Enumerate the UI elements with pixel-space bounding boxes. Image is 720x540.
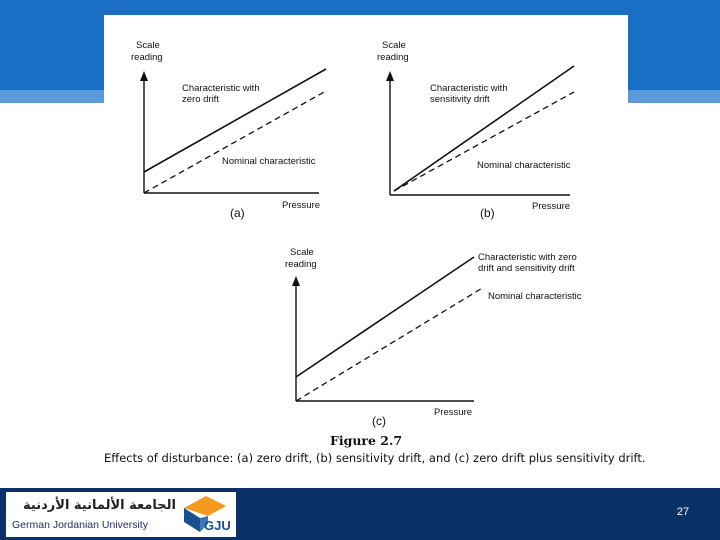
panel-b-y-label-1: Scale	[382, 40, 406, 51]
panel-c-y-arrow	[292, 276, 300, 286]
panel-b-nominal-line	[394, 92, 574, 191]
panel-c-x-label: Pressure	[434, 407, 473, 418]
panel-b-letter: (b)	[480, 206, 495, 220]
panel-b	[377, 40, 574, 220]
panel-c-letter: (c)	[372, 414, 386, 428]
figure-card	[104, 15, 646, 485]
panel-a-upper-label-1: Characteristic with	[182, 83, 260, 94]
panel-c-lower-label: Nominal characteristic	[488, 291, 582, 302]
logo-mark-text: GJU	[204, 518, 231, 533]
panel-a-letter: (a)	[230, 206, 245, 220]
figure-caption: Effects of disturbance: (a) zero drift, (b) sensitivity drift, and (c) zero drift plus sensitivity drift.	[104, 451, 646, 465]
figure-diagram	[104, 15, 646, 485]
panel-a-y-label-2: reading	[131, 52, 163, 63]
panel-c-upper-label-1: Characteristic with zero	[478, 252, 577, 263]
university-logo[interactable]	[6, 492, 236, 537]
logo-english-name: German Jordanian University	[12, 519, 148, 531]
gju-emblem-icon	[178, 494, 234, 535]
panel-a	[131, 40, 326, 220]
panel-b-upper-label-1: Characteristic with	[430, 83, 508, 94]
panel-a-upper-label-2: zero drift	[182, 94, 219, 105]
panel-a-y-arrow	[140, 71, 148, 81]
panel-c-nominal-line	[296, 287, 484, 401]
panel-c-combined-line	[296, 257, 474, 377]
panel-b-x-label: Pressure	[532, 201, 571, 212]
panel-b-upper-label-2: sensitivity drift	[430, 94, 490, 105]
panel-b-lower-label: Nominal characteristic	[477, 160, 571, 171]
panel-c-upper-label-2: drift and sensitivity drift	[478, 263, 575, 274]
logo-arabic-name: الجامعة الألمانية الأردنية	[23, 498, 176, 513]
page-number: 27	[676, 506, 690, 518]
figure-title: Figure 2.7	[329, 433, 403, 448]
panel-c	[285, 247, 582, 428]
panel-a-y-label-1: Scale	[136, 40, 160, 51]
panel-b-y-arrow	[386, 71, 394, 81]
panel-a-lower-label: Nominal characteristic	[222, 156, 316, 167]
panel-a-x-label: Pressure	[282, 200, 321, 211]
panel-c-y-label-2: reading	[285, 259, 317, 270]
panel-c-y-label-1: Scale	[290, 247, 314, 258]
panel-a-nominal-line	[144, 91, 326, 193]
panel-b-y-label-2: reading	[377, 52, 409, 63]
